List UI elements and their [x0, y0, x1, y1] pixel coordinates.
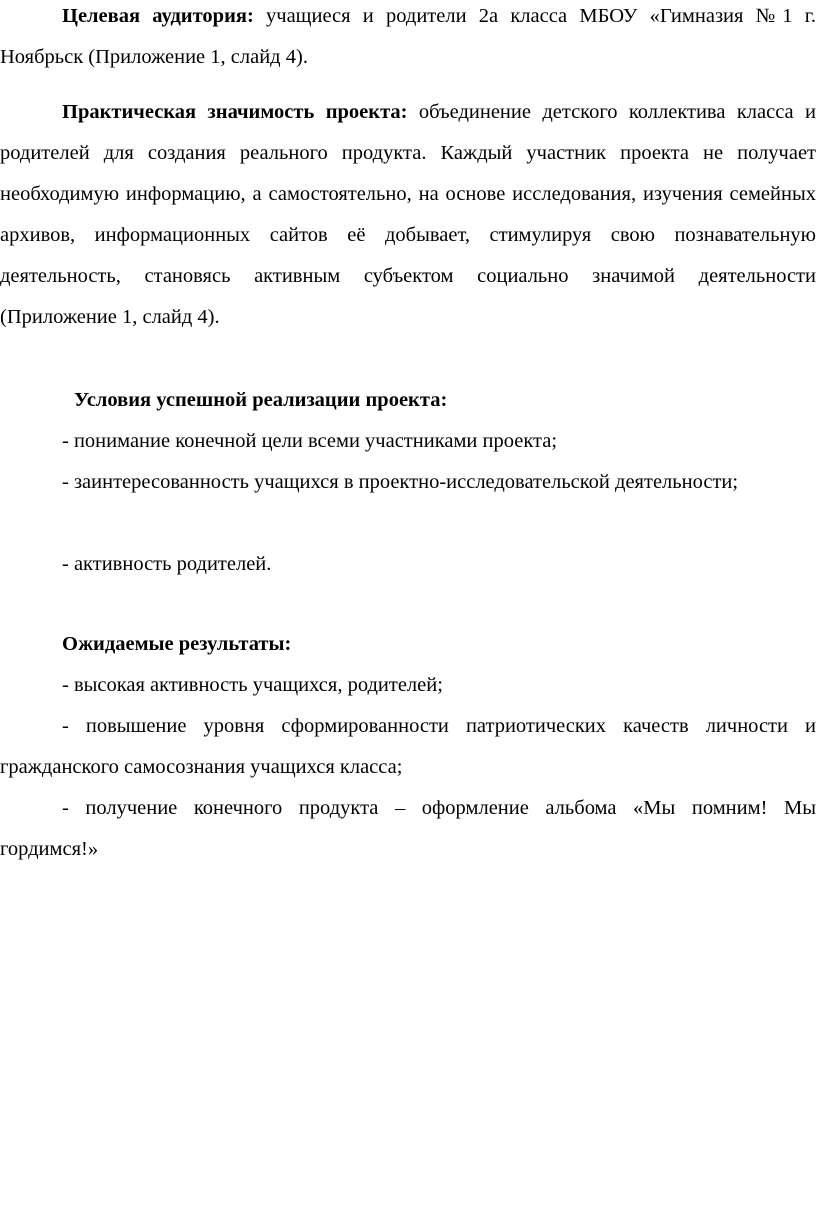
practical-significance-paragraph [0, 92, 816, 338]
target-audience-text: учащиеся и родители 2а класса МБОУ «Гимназия №1 г. Ноябрьск (Приложение 1, слайд 4). [0, 5, 816, 68]
conditions-item-3: - активность родителей. [62, 553, 272, 575]
conditions-item-2: - заинтересованность учащихся в проектно-исследовательской деятельности; [62, 471, 739, 493]
expected-results-item-2: - повышение уровня сформированности патриотических качеств личности и гражданского самосознания учащихся класса; [0, 715, 816, 778]
target-audience-label: Целевая аудитория: [62, 5, 254, 27]
conditions-item-1: - понимание конечной цели всеми участниками проекта; [62, 430, 558, 452]
expected-results-item-1: - высокая активность учащихся, родителей; [62, 674, 443, 696]
expected-results-heading: Ожидаемые результаты: [62, 633, 292, 655]
practical-significance-label: Практическая значимость проекта: [62, 101, 408, 123]
practical-significance-text: объединение детского коллектива класса и родителей для создания реального продукта. Каждый участник проекта не получает необходимую информацию, а самостоятельно, на основе исследования, изучения семейных архивов, информационных сайтов её добывает, стимулируя свою познавательную деятельность, становясь активным субъектом социально значимой деятельности (Приложение 1, слайд 4). [0, 101, 816, 328]
target-audience-paragraph [0, 0, 816, 78]
expected-results-item-3: - получение конечного продукта – оформление альбома «Мы помним! Мы гордимся!» [0, 797, 816, 860]
conditions-heading: Условия успешной реализации проекта: [74, 389, 448, 411]
